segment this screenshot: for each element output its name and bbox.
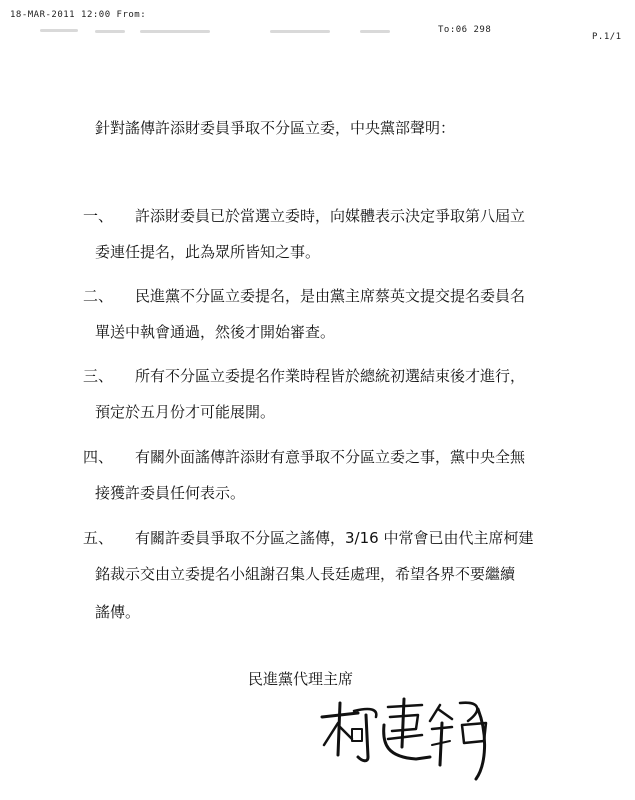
handwritten-signature [318, 695, 498, 785]
signatory-title: 民進黨代理主席 [248, 670, 354, 688]
item-text-line: 有關許委員爭取不分區之謠傳，3/16 中常會已由代主席柯建 [135, 529, 534, 547]
item-number: 二、 [83, 287, 114, 305]
item-text-line: 有關外面謠傳許添財有意爭取不分區立委之事，黨中央全無 [135, 448, 526, 466]
item-text-line: 謠傳。 [95, 603, 141, 621]
item-text-line: 接獲許委員任何表示。 [95, 484, 246, 502]
item-number: 三、 [83, 367, 114, 385]
fax-datetime-from: 18-MAR-2011 12:00 From: [10, 10, 147, 20]
statement-title: 針對謠傳許添財委員爭取不分區立委，中央黨部聲明： [95, 119, 456, 137]
item-number: 一、 [83, 207, 114, 225]
item-number: 四、 [83, 448, 114, 466]
item-text-line: 銘裁示交由立委提名小組謝召集人長廷處理，希望各界不要繼續 [95, 565, 516, 583]
fax-page-number: P.1/1 [592, 32, 622, 42]
item-text-line: 所有不分區立委提名作業時程皆於總統初選結束後才進行， [135, 367, 526, 385]
item-text-line: 單送中執會通過，然後才開始審查。 [95, 323, 336, 341]
item-text-line: 預定於五月份才可能展開。 [95, 403, 276, 421]
fax-recipient: To:06 298 [438, 25, 492, 35]
item-text-line: 委連任提名，此為眾所皆知之事。 [95, 243, 321, 261]
item-text-line: 許添財委員已於當選立委時，向媒體表示決定爭取第八屆立 [135, 207, 526, 225]
item-number: 五、 [83, 529, 114, 547]
item-text-line: 民進黨不分區立委提名，是由黨主席蔡英文提交提名委員名 [135, 287, 526, 305]
